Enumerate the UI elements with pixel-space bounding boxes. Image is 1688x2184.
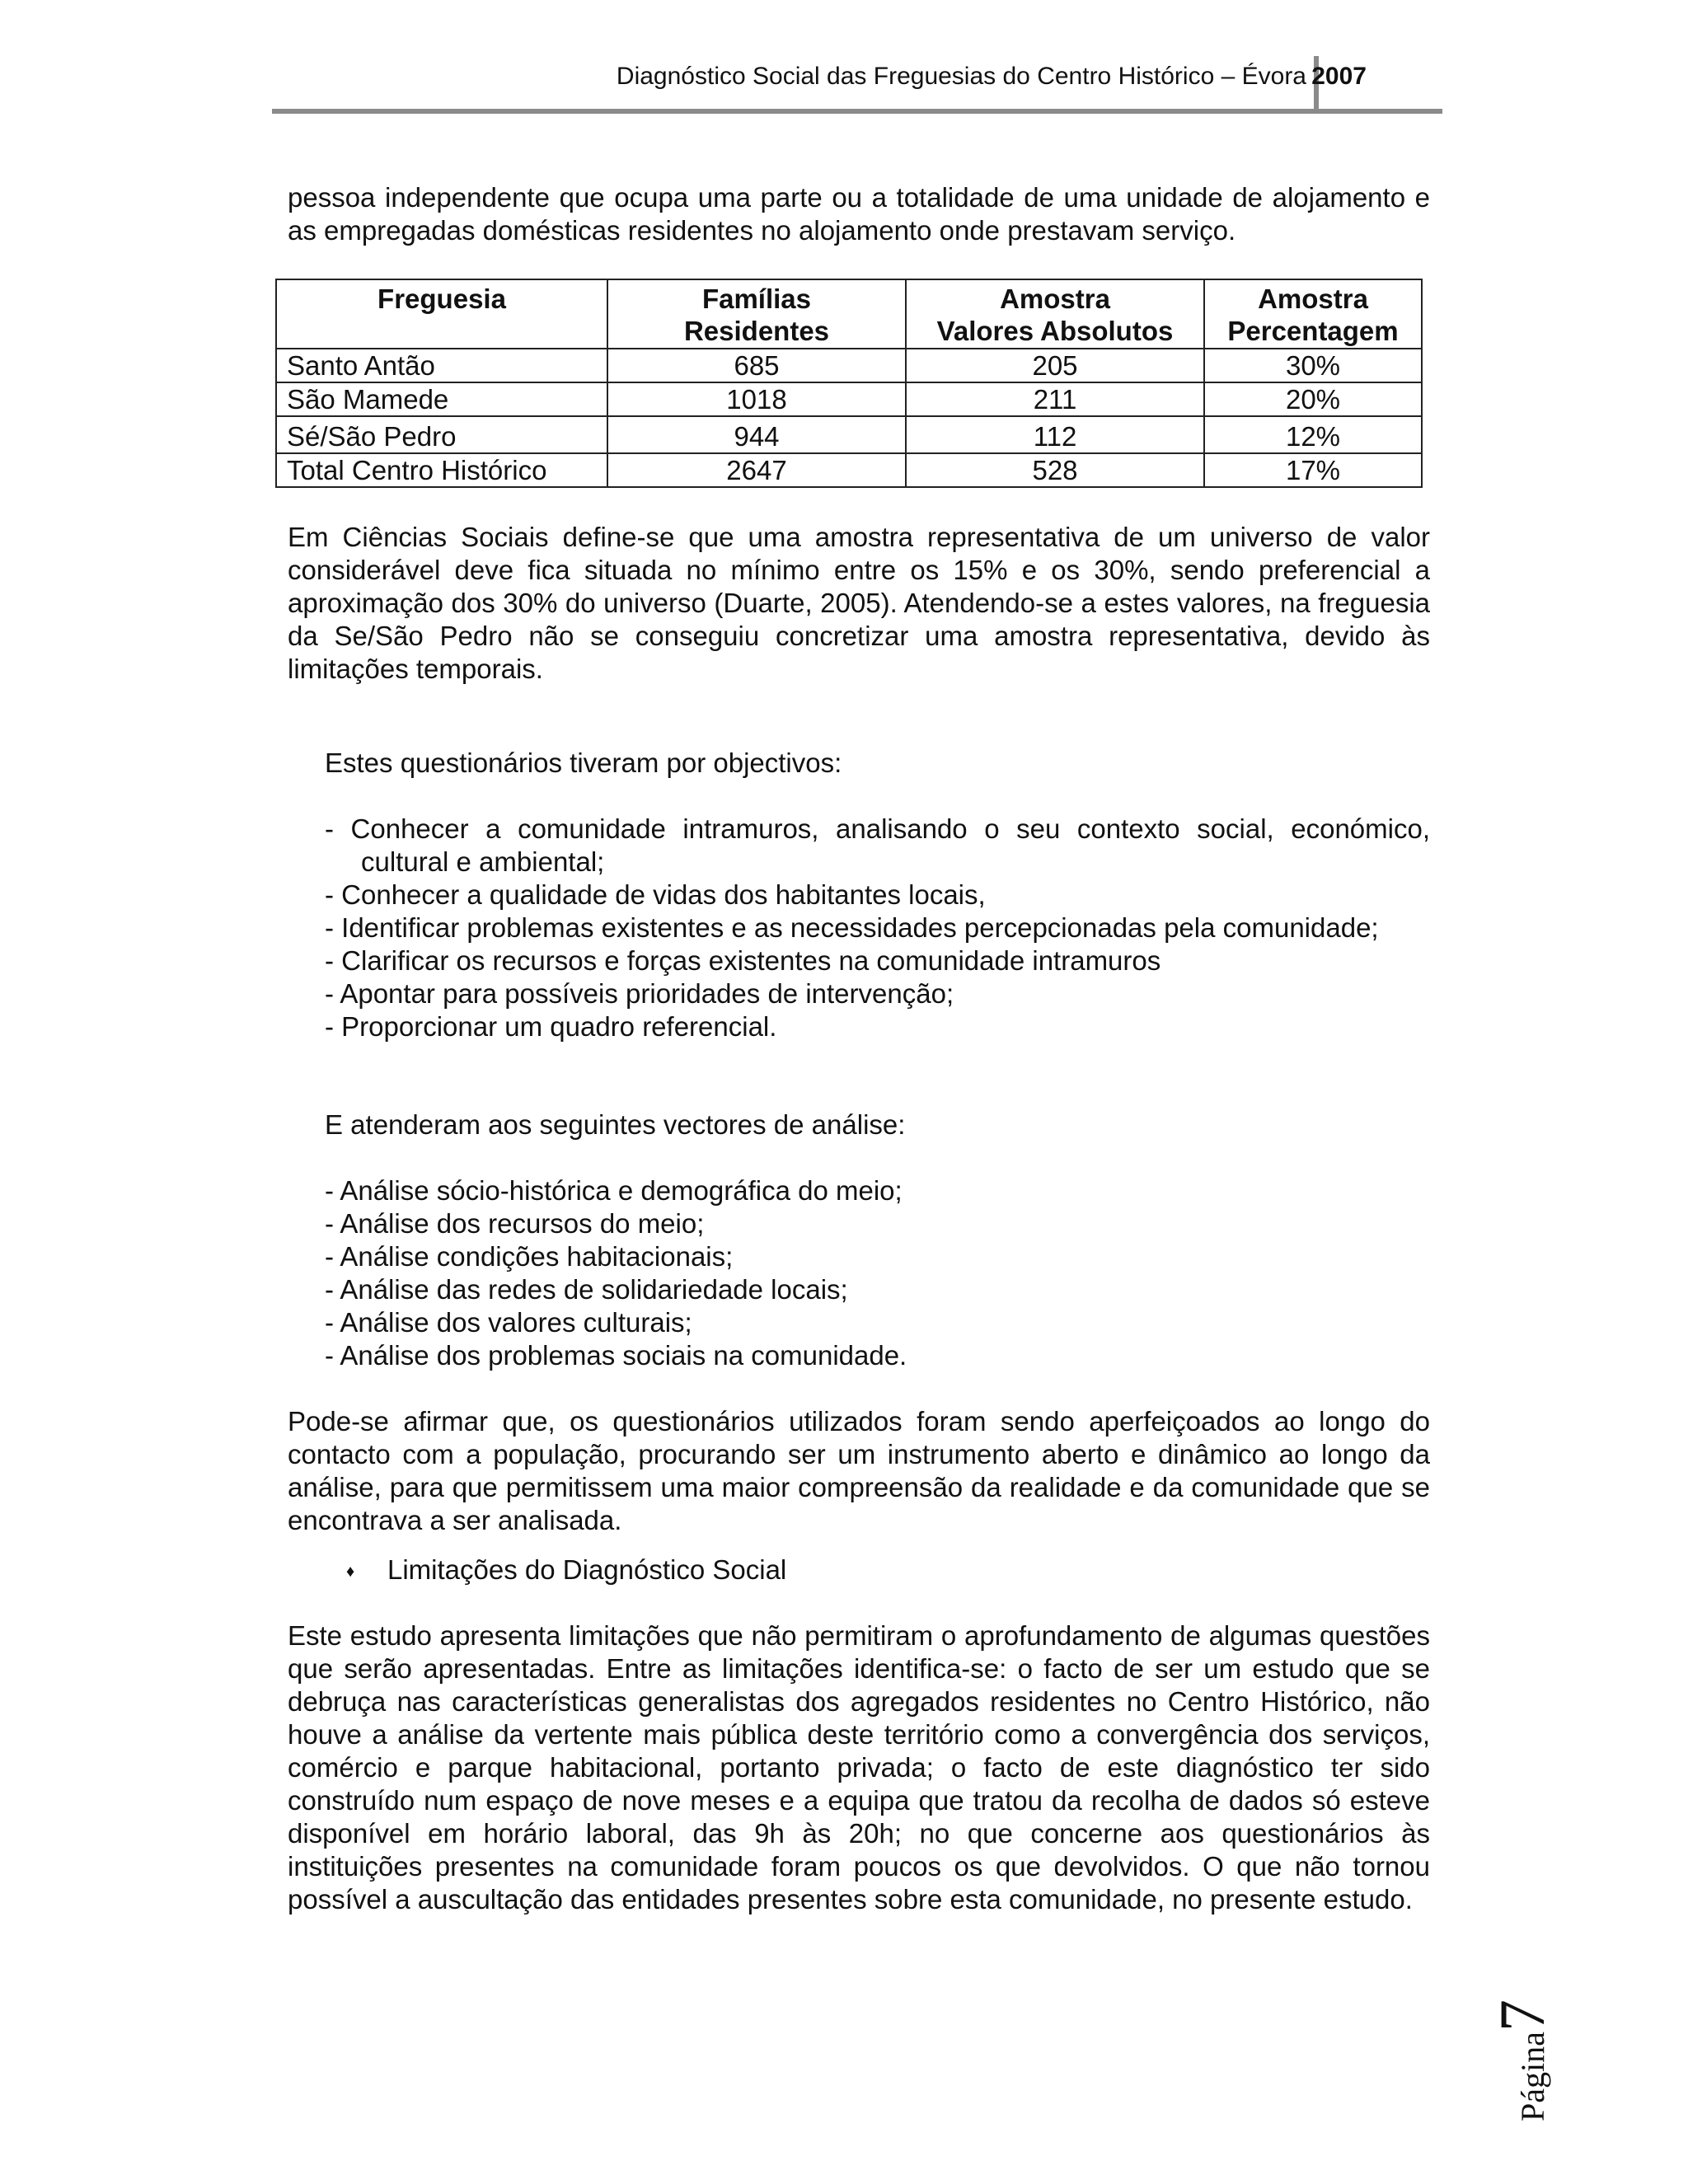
- list-item: - Análise sócio-histórica e demográfica do meio;: [325, 1175, 903, 1206]
- cell-familias: 944: [607, 416, 906, 453]
- list-item: - Conhecer a comunidade intramuros, analisando o seu contexto social, económico,: [325, 813, 1430, 844]
- questionarios-paragraph: Pode-se afirmar que, os questionários utilizados foram sendo aperfeiçoados ao longo do contacto com a população, procurando ser um instrumento aberto e dinâmico ao longo da análise, para que permitissem uma maior compreensão da realidade e da comunidade que se encontrava a ser analisada.: [288, 1406, 1430, 1535]
- cell-familias: 1018: [607, 382, 906, 416]
- list-item: - Análise condições habitacionais;: [325, 1241, 734, 1272]
- objectivos-intro: Estes questionários tiveram por objectivos:: [325, 748, 842, 778]
- list-item: - Conhecer a qualidade de vidas dos habitantes locais,: [325, 879, 986, 910]
- column-header: Freguesia: [276, 279, 607, 349]
- cell-percentagem: 20%: [1204, 382, 1422, 416]
- header-title: Diagnóstico Social das Freguesias do Centro Histórico – Évora: [616, 63, 1306, 90]
- limitacoes-heading: [346, 1554, 786, 1588]
- column-header: Famílias Residentes: [607, 279, 906, 349]
- cell-freguesia: Sé/São Pedro: [276, 416, 607, 453]
- cell-familias: 685: [607, 349, 906, 382]
- table-row: [276, 382, 1422, 416]
- vectores-list: [325, 1174, 1430, 1372]
- intro-paragraph: pessoa independente que ocupa uma parte ou a totalidade de uma unidade de alojamento e as empregadas domésticas residentes no alojamento onde prestavam serviço.: [288, 182, 1430, 246]
- vectores-intro: E atenderam aos seguintes vectores de análise:: [325, 1109, 906, 1140]
- table-row: [276, 416, 1422, 453]
- header-year: 2007: [1311, 63, 1367, 90]
- page-header: [272, 56, 1442, 114]
- cell-absolutos: 528: [906, 453, 1204, 487]
- cell-familias: 2647: [607, 453, 906, 487]
- cell-percentagem: 17%: [1204, 453, 1422, 487]
- cell-percentagem: 30%: [1204, 349, 1422, 382]
- cell-freguesia: São Mamede: [276, 382, 607, 416]
- table-header-row: [276, 279, 1422, 349]
- table-row: [276, 349, 1422, 382]
- list-item: - Análise das redes de solidariedade locais;: [325, 1274, 848, 1305]
- list-item: - Análise dos recursos do meio;: [325, 1208, 705, 1239]
- cell-percentagem: 12%: [1204, 416, 1422, 453]
- list-item: - Clarificar os recursos e forças existentes na comunidade intramuros: [325, 945, 1161, 976]
- list-item: - Proporcionar um quadro referencial.: [325, 1011, 777, 1042]
- list-item-continuation: cultural e ambiental;: [361, 846, 605, 877]
- cell-absolutos: 112: [906, 416, 1204, 453]
- sample-table: [275, 279, 1423, 488]
- amostra-paragraph: Em Ciências Sociais define-se que uma amostra representativa de um universo de valor considerável deve fica situada no mínimo entre os 15% e os 30%, sendo preferencial a aproximação dos 30% do universo (Duarte, 2005). Atendendo-se a estes valores, na freguesia da Se/São Pedro não se conseguiu concretizar uma amostra representativa, devido às limitações temporais.: [288, 522, 1430, 684]
- page-number: [1486, 1961, 1558, 2159]
- column-header: Amostra Valores Absolutos: [906, 279, 1204, 349]
- list-item: - Identificar problemas existentes e as necessidades percepcionadas pela comunidade;: [325, 912, 1379, 943]
- page-digit: 7: [1486, 1999, 1558, 2032]
- limitacoes-heading-text: Limitações do Diagnóstico Social: [387, 1554, 787, 1585]
- cell-absolutos: 211: [906, 382, 1204, 416]
- cell-absolutos: 205: [906, 349, 1204, 382]
- list-item: - Análise dos problemas sociais na comunidade.: [325, 1340, 907, 1371]
- list-item: - Análise dos valores culturais;: [325, 1307, 692, 1338]
- cell-freguesia: Santo Antão: [276, 349, 607, 382]
- column-header: Amostra Percentagem: [1204, 279, 1422, 349]
- page-label: Página: [1514, 2032, 1551, 2121]
- limitacoes-paragraph: Este estudo apresenta limitações que não permitiram o aprofundamento de algumas questões que serão apresentadas. Entre as limitações identifica-se: o facto de ser um estudo que se debruça nas características generalistas dos agregados residentes no Centro Histórico, não houve a análise da vertente mais pública deste território como a convergência dos serviços, comércio e parque habitacional, portanto privada; o facto de este diagnóstico ter sido construído num espaço de nove meses e a equipa que tratou da recolha de dados só esteve disponível em horário laboral, das 9h às 20h; no que concerne aos questionários às instituições presentes na comunidade foram poucos os que devolvidos. O que não tornou possível a auscultação das entidades presentes sobre esta comunidade, no presente estudo.: [288, 1620, 1430, 1915]
- list-item: - Apontar para possíveis prioridades de intervenção;: [325, 978, 954, 1009]
- objectivos-list: [325, 813, 1430, 1043]
- header-rule: [272, 109, 1442, 114]
- diamond-bullet-icon: ♦: [346, 1563, 355, 1582]
- table-row: [276, 453, 1422, 487]
- cell-freguesia: Total Centro Histórico: [276, 453, 607, 487]
